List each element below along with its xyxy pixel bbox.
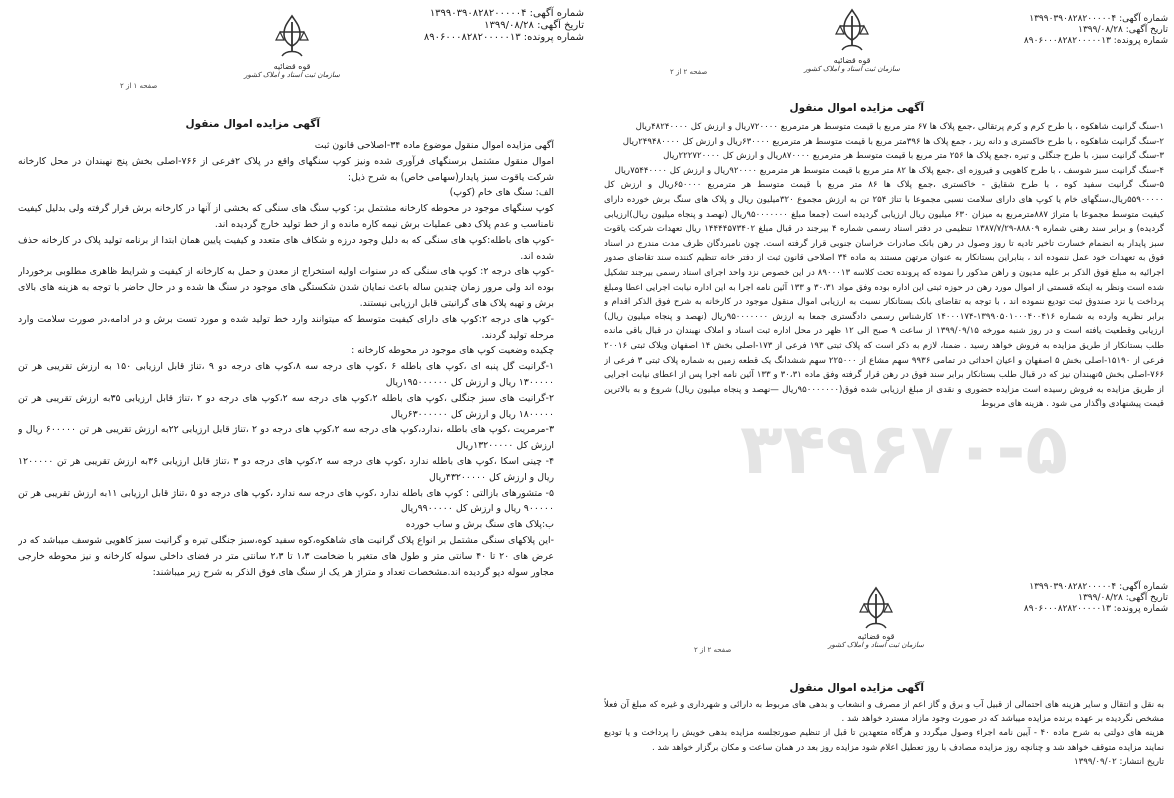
paragraph: ب:پلاک های سنگ برش و ساب خورده — [405, 519, 554, 531]
paragraph: هزینه های دولتی به شرح ماده ۴۰ - آیین نامه اجراء وصول میگردد و هرگاه متعهدین تا قبل از تنظیم صورتجلسه مزایده بدهی خویش را پرداخت و یا تودیع نمایند مزایده متوقف خواهد شد و چنانچه روز مزایده مصادف با روز تعطیل اعلام شود مزایده روز بعد در همان ساعت و مکان برگزار خواهد شد . — [604, 728, 1164, 753]
emblem-caption — [236, 62, 348, 79]
paragraph: ۳-سنگ گرانیت سبز، با طرح جنگلی و تیره ،جمع پلاک ها ۲۵۶ متر مربع با قیمت متوسط هر مترمربع ۸۷۰۰۰۰ریال و ارزش کل ۲۲۲۷۲۰۰۰۰ریال — [663, 151, 1164, 162]
notice-date: تاریخ آگهی: ۱۳۹۹/۰۸/۲۸ — [1078, 25, 1168, 35]
paragraph: ۲-گرانیت های سبز جنگلی ،کوپ های باطله ۲،کوپ های درجه سه ۲،کوپ های درجه دو ۲ ،تناژ قابل ارزیابی ۳۵به ارزش تقریبی هر تن ۱۸۰۰۰۰۰ ریال و ارزش کل ۶۳۰۰۰۰۰۰ریال — [18, 392, 554, 420]
emblem-caption — [796, 56, 908, 73]
notice-title: آگهی مزایده اموال منقول — [789, 682, 924, 694]
page-number: صفحه ۱ از ۲ — [120, 82, 158, 90]
case-number: شماره پرونده: ۸۹۰۶۰۰۰۸۲۸۲۰۰۰۰۰۱۳ — [1023, 36, 1168, 46]
paragraph: کوپ سنگهای موجود در محوطه کارخانه مشتمل بر: کوپ سنگ های سنگی که بخشی از آنها در کارخانه برش قرار گرفته ولی بدلیل کیفیت نامناسب و عدم پلاک دهی عملیات برش نیمه کاره مانده و از خط تولید خارج گردیده اند. — [18, 203, 554, 230]
paragraph: ۲-سنگ گرانیت شاهکوه ، با طرح خاکستری و دانه ریز ، جمع پلاک ها ۳۹۶متر مربع با قیمت متوسط هر مترمربع ۶۳۰۰۰۰ریال و ارزش کل ۲۴۹۴۸۰۰۰۰ریال — [622, 136, 1164, 147]
paragraph: ۴- چینی اسکا ،کوپ های باطله ندارد ،کوپ های درجه سه ۲،کوپ های درجه دو ۳ ،تناژ قابل ارزیابی ۳۶به ارزش تقریبی هر تن ۱۲۰۰۰۰۰ ریال و ارزش کل ۴۳۲۰۰۰۰۰ریال — [18, 455, 554, 483]
paragraph: ۵- متشورهای بازالتی : کوپ های باطله ندارد ،کوپ های درجه سه ندارد ،کوپ های درجه دو ۵ ،تناژ قابل ارزیابی ۱۱به ارزش تقریبی هر تن ۹۰۰۰۰۰ ریال و ارزش کل ۹۹۰۰۰۰۰ریال — [18, 487, 554, 515]
emblem-caption — [820, 632, 932, 649]
paragraph: به نقل و انتقال و سایر هزینه های احتمالی از قبیل آب و برق و گاز اعم از مصرف و انشعاب و بدهی های مربوط به دارائی و شهرداری و غیره که مبلغ آن فعلاً مشخص نگردیده بر عهده برنده مزایده میباشد که در صورت وجود مازاد مسترد خواهد شد . — [604, 700, 1164, 725]
emblem-caption-line1: قوه قضائیه — [857, 632, 895, 641]
paragraph: -کوپ های درجه ۲:کوپ های دارای کیفیت متوسط که میتوانند وارد خط تولید شده و مورد تست برش و در ادامه،در صورت سلامت وارد مرحله تولید گردند. — [18, 313, 554, 341]
paragraph: ۳-مرمریت ،کوپ های باطله ،ندارد،کوپ های درجه سه ۲،کوپ های درجه دو ۲ ،تناژ قابل ارزیابی ۲۲به ارزش تقریبی هر تن ۶۰۰۰۰۰ ریال و ارزش کل ۱۳۲۰۰۰۰۰ریال — [18, 424, 554, 452]
notice-body — [18, 138, 554, 658]
watermark-phone-number: ۳۴۹۶۷۰-۵ — [740, 408, 1069, 490]
paragraph: اموال منقول مشتمل برسنگهای فرآوری شده ونیز کوپ سنگهای واقع در پلاک ۲فرعی از ۷۶۶-اصلی بخش پنج نهبندان در محل کارخانه شرکت یاقوت سبز پایدار(سهامی خاص) به شرح ذیل: — [18, 155, 554, 183]
paragraph: چکیده وضعیت کوپ های موجود در محوطه کارخانه : — [351, 345, 554, 357]
notice-number: شماره آگهی: ۱۳۹۹۰۳۹۰۸۲۸۲۰۰۰۰۰۴ — [429, 8, 584, 19]
paragraph: -کوپ های باطله:کوپ های سنگی که به دلیل وجود درزه و شکاف های متعدد و کیفیت پایین همان ابتدا از برنامه تولید پلاک در کارخانه حذف شده اند. — [18, 234, 554, 262]
notice-meta — [364, 8, 584, 44]
paragraph: -این پلاکهای سنگی مشتمل بر انواع پلاک گرانیت های شاهکوه،کوه سفید کوه،سبز جنگلی تیره و گرانیت سبز کاهویی شوسف میباشد که در عرض های ۲۰ تا ۴۰ سانتی متر و طول های متغیر با ضخامت ۱،۳ تا ۲،۳ سانتی متر در فضای داخلی سوله کارخانه و نیز محوطه خارجی مجاور سوله دپو گردیده اند.مشخصات تعداد و متراژ هر یک از سنگ های فوق الذکر به شرح زیر میباشند: — [18, 534, 554, 578]
paragraph: الف: سنگ های خام (کوپ) — [449, 187, 554, 199]
paragraph: تاریخ انتشار: ۱۳۹۹/۰۹/۰۲ — [1074, 756, 1164, 767]
paragraph: آگهی مزایده اموال منقول موضوع ماده ۳۴-اصلاحی قانون ثبت — [314, 140, 554, 151]
page-number: صفحه ۲ از ۲ — [670, 68, 708, 76]
paragraph: ۱-سنگ گرانیت شاهکوه ، با طرح کرم و کرم پرتقالی ،جمع پلاک ها ۶۷ متر مربع با قیمت متوسط هر مترمربع ۷۲۰۰۰۰ریال و ارزش کل ۴۸۲۴۰۰۰۰ریال — [635, 122, 1164, 132]
emblem-caption-line1: قوه قضائیه — [273, 62, 311, 71]
notice-date: تاریخ آگهی: ۱۳۹۹/۰۸/۲۸ — [1078, 593, 1168, 603]
notice-number: شماره آگهی: ۱۳۹۹۰۳۹۰۸۲۸۲۰۰۰۰۰۴ — [1029, 14, 1168, 24]
case-number: شماره پرونده: ۸۹۰۶۰۰۰۸۲۸۲۰۰۰۰۰۱۳ — [423, 32, 584, 43]
notice-meta — [968, 14, 1168, 47]
emblem-caption-line1: قوه قضائیه — [833, 56, 871, 65]
case-number: شماره پرونده: ۸۹۰۶۰۰۰۸۲۸۲۰۰۰۰۰۱۳ — [1023, 604, 1168, 614]
paragraph: ۵-سنگ گرانیت سفید کوه ، با طرح شقایق - خاکستری ،جمع پلاک ها ۸۶ متر مربع با قیمت متوسط هر مترمربع ۶۵۰۰۰۰ریال و ارزش کل ۵۵۹۰۰۰۰۰ریال،سنگهای خام یا کوپ های دارای سلامت نسبی مجموعا با تناژ ۲۵۴ تن به ارزش مجموع ۳۲۰میلیون ریال و پلاک های سنگ برش خورده دارای کیفیت متوسط مجموعا با متراژ ۸۸۷مترمربع به میزان ۶۳۰ میلیون ریال ارزیابی گردیده است (جمعا مبلغ ۹۵۰۰۰۰۰۰۰ریال (نهصد و پنجاه میلیون ریال)ارزیابی گردیده) و برابر سند رهنی شماره ۸۸۸۰۹-۱۳۸۷/۷/۲۹ تنظیمی در دفتر اسناد رسمی شماره ۴ بیرجند در قبال مبلغ ۱۴۴۴۴۵۷۳۴۰۲ ریال تعهدات شرکت یاقوت سبز پایدار به انضمام خسارت تاخیر تادیه تا روز وصول در رهن بانک صادرات خراسان جنوبی قرار گرفته است. چون نامبردگان ظرف مدت مندرج در اسناد فوق به تعهدات خود عمل ننموده اند ، بنابراین بستانکار به عنوان مرتهن مستند به ماده ۳۴ اصلاحی قانون ثبت از دفتر خانه تنظیم کننده سند تقاضای صدور اجرائیه به مبلغ فوق الذکر بر علیه مدیون و راهن مذکور را نموده که پرونده تحت کلاسه ۸۹۰۰۰۱۳ در این خصوص نزد واحد اجرای اسناد رسمی بیرجند تشکیل شده است ونظر به اینکه قسمتی از اموال مورد رهن در حوزه ثبتی این اداره بوده وفق مواد ۳۰،۳۱ و ۱۳۳ آئین نامه اجرا به این اداره نیابت اجرایی اعطا ومبلغ پرداخت یا نزد صندوق ثبت تودیع ننموده اند ، با توجه به تقاضای بانک بستانکار نسبت به ارزیابی اموال منقول موجود در کارخانه به شرح فوق الذکر اقدام و برابر نظریه وارده به شماره ۱۳۹۹۰۵۰۱۰۰۰۴۰۰۴۱۶-۱۴۰۰۰۱۷۴ کارشناس رسمی دادگستری جمعا به ارزش ۹۵۰۰۰۰۰۰۰ریال (نهصد و پنجاه میلیون ریال) ارزیابی وقطعیت یافته است و در روز شنبه مورخه ۱۳۹۹/۰۹/۱۵ از ساعت ۹ صبح الی ۱۲ ظهر در محل اداره ثبت اسناد و املاک نهبندان در قبال باقی مانده طلب بستانکار از طریق مزایده به فروش خواهد رسید . ضمنا، لازم به ذکر است که پلاک ثبتی ۱۹۳ فرعی از ۱۷۳-اصلی بخش ۱۴ اصفهان ویلاک ثبتی ۲۰۰۱۶ فرعی از ۱۵۱۹۰-اصلی بخش ۵ اصفهان و اعیان احداثی در تمامی ۹۹۳۶ سهم مشاع از ۲۲۵۰۰۰ سهم ششدانگ یک قطعه زمین به شماره پلاک ثبتی ۳ فرعی از ۷۶۶-اصلی بخش ۵نهبندان نیز که در قبال طلب بستانکار برابر سند فوق در رهن قرار گرفته وفق ماده ۳۰،۳۱ و ۱۳۳ آئین نامه اجرا پس از اعطای نیابت اجرایی از طریق مزایده به فروش رسیده است مزایده حضوری و نقدی از مبلغ ارزیابی شده فوق(۹۵۰۰۰۰۰۰۰ریال —نهصد و پنجاه میلیون ریال) شروع و به بالاترین قیمت پیشنهادی واگذار می شود . هزینه های مربوط — [604, 180, 1164, 410]
notice-title: آگهی مزایده اموال منقول — [185, 118, 320, 130]
notice-body — [604, 698, 1164, 794]
judiciary-emblem-icon — [828, 6, 876, 54]
paragraph: ۱-گرانیت گل پنبه ای ،کوپ های باطله ۶ ،کوپ های درجه سه ۸،کوپ های درجه دو ۹ ،تناژ قابل ارزیابی ۱۵۰ به ارزش تقریبی هر تن ۱۳۰۰۰۰۰ ریال و ارزش کل ۱۹۵۰۰۰۰۰۰ریال — [18, 361, 554, 388]
emblem-caption-line2: سازمان ثبت اسناد و املاک کشور — [244, 71, 340, 79]
judiciary-emblem-icon — [852, 584, 900, 632]
notice-page-2-continued — [590, 570, 1174, 798]
notice-date: تاریخ آگهی: ۱۳۹۹/۰۸/۲۸ — [484, 20, 584, 31]
notice-number: شماره آگهی: ۱۳۹۹۰۳۹۰۸۲۸۲۰۰۰۰۰۴ — [1029, 582, 1168, 592]
judiciary-emblem-icon — [268, 12, 316, 60]
page-number: صفحه ۲ از ۲ — [694, 646, 732, 654]
paragraph: -کوپ های درجه ۲: کوپ های سنگی که در سنوات اولیه استخراج از معدن و حمل به کارخانه از کیفیت و شرایط ظاهری مطلوبی برخوردار بوده اند ولی مرور زمان چندین ساله باعث نمایان شدن شکستگی های موجود در سنگ ها شده و در حال حاضر با توجه به هزینه های بالای برش و تهیه پلاک های گرانیتی قابل ارزیابی نیستند. — [18, 266, 554, 309]
notice-title: آگهی مزایده اموال منقول — [789, 102, 924, 114]
emblem-caption-line2: سازمان ثبت اسناد و املاک کشور — [804, 65, 900, 73]
paragraph: ۴-سنگ گرانیت سبز شوسف ، با طرح کاهویی و فیروزه ای ،جمع پلاک ها ۸۲ متر مربع با قیمت متوسط هر مترمربع ۹۲۰۰۰۰ریال و ارزش کل ۷۵۴۴۰۰۰۰ریال — [614, 165, 1164, 176]
emblem-caption-line2: سازمان ثبت اسناد و املاک کشور — [828, 641, 924, 649]
notice-meta — [968, 582, 1168, 615]
notice-body — [604, 120, 1164, 566]
notice-page-2 — [590, 0, 1174, 570]
